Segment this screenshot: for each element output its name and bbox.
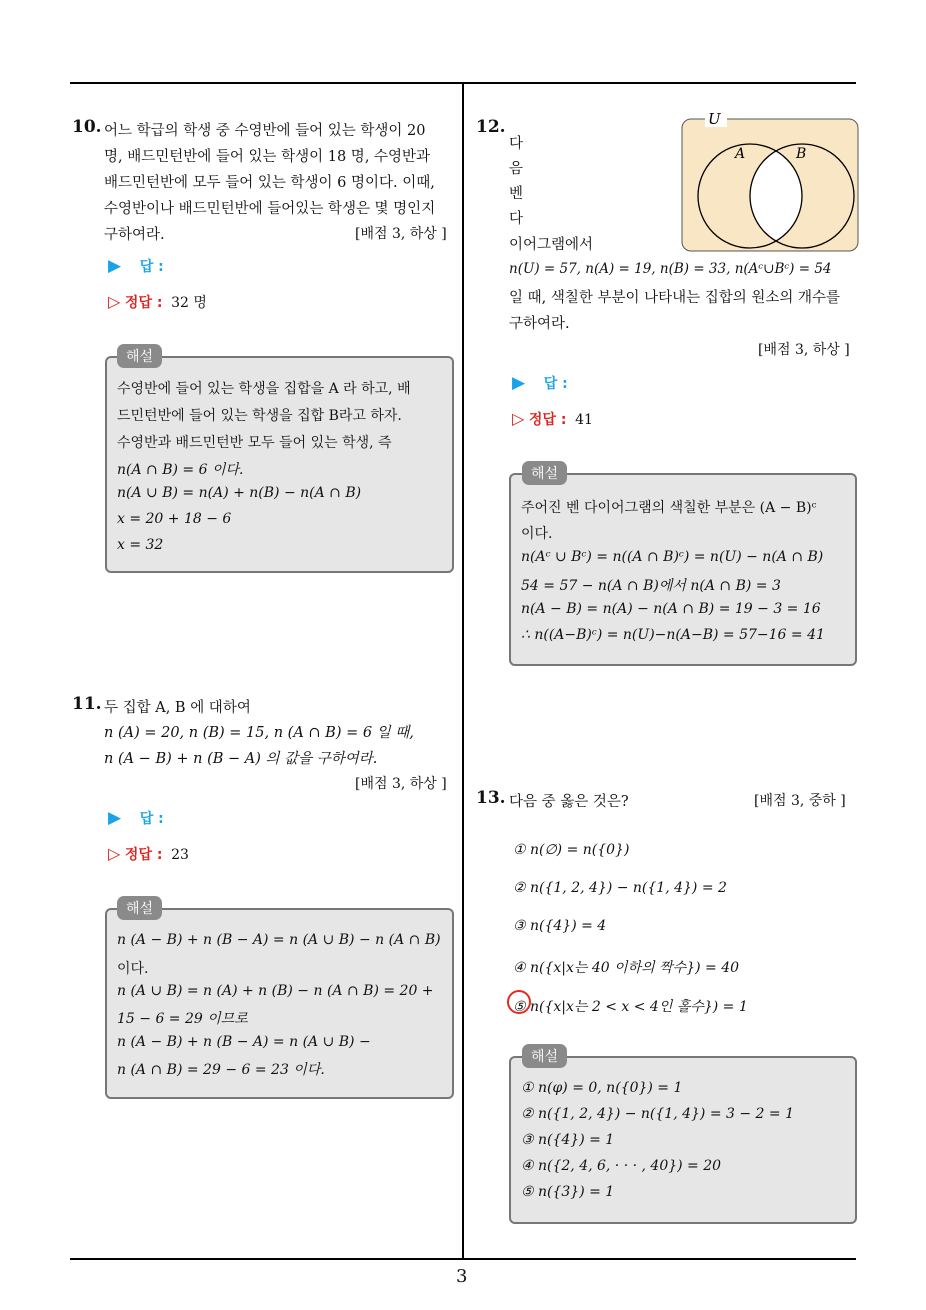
q12-line-3: 일 때, 색칠한 부분이 나타내는 집합의 원소의 개수를 [509, 290, 841, 306]
answer-label: 답 : [139, 811, 164, 827]
q10-score: [배점 3, 하상 ] [355, 226, 447, 242]
correct-label: 정답 : [124, 847, 163, 863]
answer-arrow-icon: ▶ [108, 256, 122, 276]
venn-label-u: U [708, 110, 721, 128]
q10-answer-row [108, 256, 164, 276]
column-divider [462, 82, 464, 1259]
q13-sol-1: ① n(φ) = 0, n({0}) = 1 [521, 1080, 683, 1096]
q11-sol-4: 15 − 6 = 29 이므로 [117, 1011, 248, 1027]
q13-sol-4: ④ n({2, 4, 6, · · · , 40}) = 20 [521, 1158, 722, 1174]
q10-line-3: 배드민턴반에 모두 들어 있는 학생이 6 명이다. 이때, [104, 175, 435, 191]
q11-correct-value: 23 [171, 847, 189, 863]
q13-choice-4: ④ n({x|x는 40 이하의 짝수}) = 40 [513, 960, 740, 976]
q11-line-3: n (A − B) + n (B − A) 의 값을 구하여라. [104, 751, 378, 767]
q13-solution-tag: 해설 [522, 1044, 567, 1068]
marked-choice-circle-icon [507, 990, 531, 1014]
q13-choice-1: ① n(∅) = n({0}) [513, 842, 630, 858]
q12-answer-row [512, 373, 568, 393]
q12-sol-6: ∴ n((A−B)ᶜ) = n(U)−n(A−B) = 57−16 = 41 [521, 627, 825, 643]
q12-vertical-4: 다 [509, 211, 524, 227]
q12-line-4: 구하여라. [509, 316, 570, 332]
answer-arrow-icon: ▶ [108, 808, 122, 828]
q11-sol-5: n (A − B) + n (B − A) = n (A ∪ B) − [117, 1034, 371, 1050]
q12-sol-4: 54 = 57 − n(A ∩ B)에서 n(A ∩ B) = 3 [521, 578, 781, 594]
q11-sol-3: n (A ∪ B) = n (A) + n (B) − n (A ∩ B) = 20 + [117, 983, 434, 999]
venn-label-b: B [796, 146, 807, 162]
q11-correct-row [108, 844, 189, 864]
q11-line-2: n (A) = 20, n (B) = 15, n (A ∩ B) = 6 일 때, [104, 725, 414, 741]
q12-line-1: 이어그램에서 [509, 237, 594, 253]
q12-correct-value: 41 [575, 412, 593, 428]
q10-correct-row [108, 292, 207, 312]
q13-choice-2: ② n({1, 2, 4}) − n({1, 4}) = 2 [513, 880, 727, 896]
q10-line-4: 수영반이나 배드민턴반에 들어있는 학생은 몇 명인지 [104, 201, 436, 217]
q11-answer-row [108, 808, 164, 828]
q10-number: 10. [72, 117, 102, 137]
q12-vertical-3: 벤 [509, 186, 524, 202]
q12-solution-box [509, 473, 857, 666]
correct-arrow-icon: ▷ [108, 844, 121, 863]
q13-choice-5: ⑤ n({x|x는 2 < x < 4인 홀수}) = 1 [513, 999, 748, 1015]
q10-line-2: 명, 배드민턴반에 들어 있는 학생이 18 명, 수영반과 [104, 149, 431, 165]
q10-sol-6: x = 20 + 18 − 6 [117, 511, 232, 527]
q12-sol-1: 주어진 벤 다이어그램의 색칠한 부분은 (A − B)ᶜ [521, 500, 817, 516]
q11-sol-1: n (A − B) + n (B − A) = n (A ∪ B) − n (A ∩ B) [117, 932, 441, 948]
q13-score: [배점 3, 중하 ] [754, 793, 846, 809]
q11-score: [배점 3, 하상 ] [355, 776, 447, 792]
q10-sol-2: 드민턴반에 들어 있는 학생을 집합 B라고 하자. [117, 408, 402, 424]
q10-solution-tag: 해설 [117, 344, 162, 368]
q10-line-5: 구하여라. [104, 227, 165, 243]
q11-solution-tag: 해설 [117, 896, 162, 920]
q12-score: [배점 3, 하상 ] [758, 342, 850, 358]
correct-arrow-icon: ▷ [512, 409, 525, 428]
correct-label: 정답 : [528, 412, 567, 428]
q10-sol-5: n(A ∪ B) = n(A) + n(B) − n(A ∩ B) [117, 485, 362, 501]
q10-sol-4: n(A ∩ B) = 6 이다. [117, 462, 244, 478]
q12-sol-2: 이다. [521, 526, 553, 542]
q11-sol-6: n (A ∩ B) = 29 − 6 = 23 이다. [117, 1062, 325, 1078]
q11-sol-2: 이다. [117, 961, 149, 977]
q13-sol-3: ③ n({4}) = 1 [521, 1132, 615, 1148]
correct-label: 정답 : [124, 295, 163, 311]
q12-number: 12. [476, 117, 506, 137]
answer-arrow-icon: ▶ [512, 373, 526, 393]
q10-sol-3: 수영반과 배드민턴반 모두 들어 있는 학생, 즉 [117, 435, 392, 451]
q12-sol-5: n(A − B) = n(A) − n(A ∩ B) = 19 − 3 = 16 [521, 601, 821, 617]
q13-question: 다음 중 옳은 것은? [509, 794, 629, 810]
q11-number: 11. [72, 694, 102, 714]
q10-line-1: 어느 학급의 학생 중 수영반에 들어 있는 학생이 20 [104, 123, 426, 139]
q13-sol-2: ② n({1, 2, 4}) − n({1, 4}) = 3 − 2 = 1 [521, 1106, 794, 1122]
q11-line-1: 두 집합 A, B 에 대하여 [104, 700, 251, 716]
q12-solution-tag: 해설 [522, 461, 567, 485]
q12-sol-3: n(Aᶜ ∪ Bᶜ) = n((A ∩ B)ᶜ) = n(U) − n(A ∩ B) [521, 549, 824, 565]
q12-line-2: n(U) = 57, n(A) = 19, n(B) = 33, n(Aᶜ∪Bᶜ) = 54 [509, 261, 832, 277]
q10-sol-1: 수영반에 들어 있는 학생을 집합을 A 라 하고, 배 [117, 381, 411, 397]
answer-label: 답 : [543, 376, 568, 392]
correct-arrow-icon: ▷ [108, 292, 121, 311]
q13-sol-5: ⑤ n({3}) = 1 [521, 1184, 615, 1200]
venn-label-a: A [735, 146, 746, 162]
q13-choice-3: ③ n({4}) = 4 [513, 918, 607, 934]
q12-vertical-1: 다 [509, 136, 524, 152]
q10-solution-box [105, 356, 454, 573]
q12-correct-row [512, 409, 593, 429]
q13-solution-box [509, 1056, 857, 1224]
q12-vertical-2: 음 [509, 161, 524, 177]
q10-correct-value: 32 명 [171, 295, 207, 311]
q10-sol-7: x = 32 [117, 537, 164, 553]
answer-label: 답 : [139, 259, 164, 275]
page-number: 3 [456, 1266, 468, 1287]
venn-diagram [678, 108, 862, 256]
q13-number: 13. [476, 788, 506, 808]
q11-solution-box [105, 908, 454, 1099]
